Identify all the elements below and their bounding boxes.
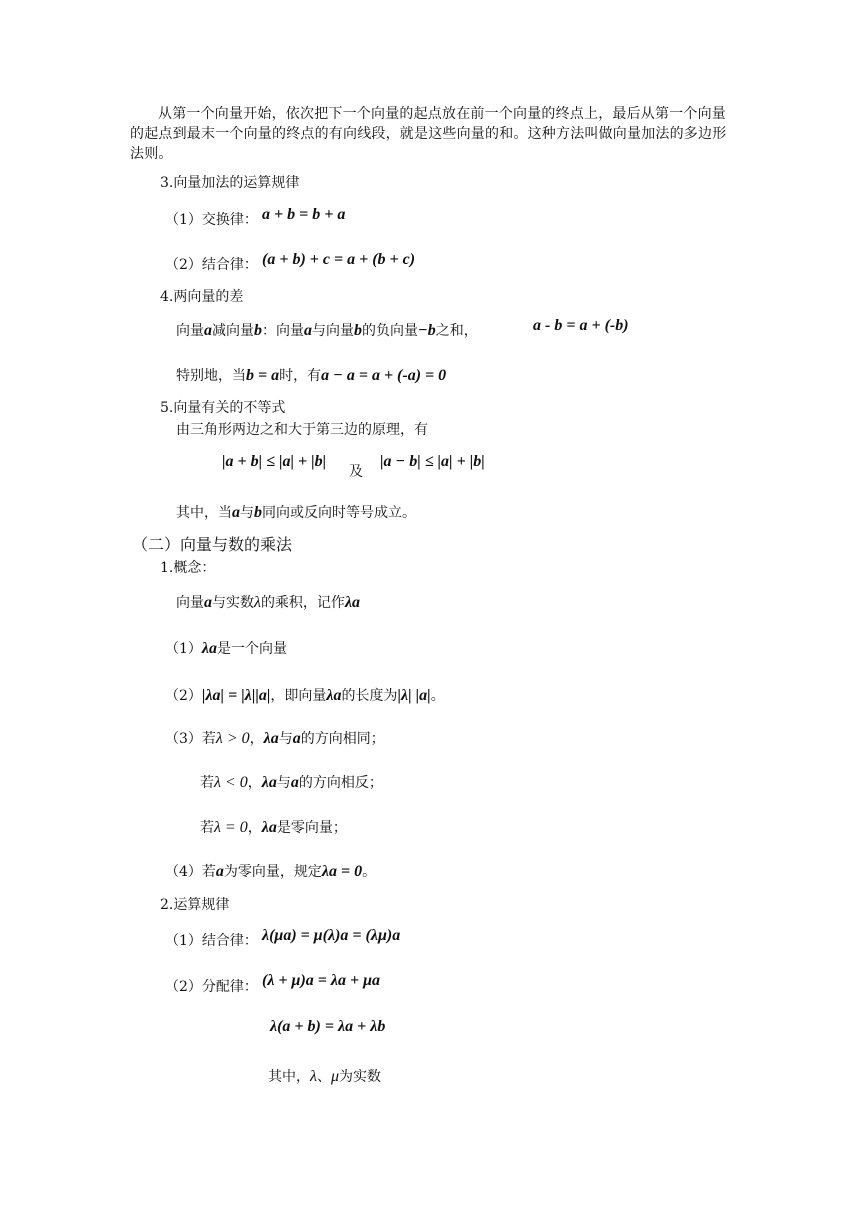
condition-formula: b = a bbox=[246, 367, 280, 384]
item-2-text-2: 的长度为 bbox=[341, 688, 398, 704]
special-formula: a − a = a + (-a) = 0 bbox=[321, 367, 447, 384]
part-2-heading: （二）向量与数的乘法 bbox=[132, 535, 293, 554]
vector-b: b bbox=[254, 504, 262, 521]
item-3-zero bbox=[200, 818, 347, 838]
lambda-positive: λ > 0 bbox=[215, 730, 250, 747]
comma: ， bbox=[247, 775, 262, 791]
vector-a: a bbox=[232, 504, 240, 521]
vector-b: b bbox=[354, 322, 362, 339]
opposite-direction-text: 的方向相反； bbox=[298, 775, 383, 791]
eq-text-2: 与 bbox=[240, 505, 254, 521]
rule-2-formula-2: λ(a + b) = λa + λb bbox=[270, 1018, 386, 1035]
diff-text-5: 的负向量 bbox=[362, 323, 418, 339]
rule-1-formula: λ(μa) = μ(λ)a = (λμ)a bbox=[262, 927, 401, 944]
where-text-2: 为实数 bbox=[338, 1069, 381, 1085]
inequality-conjunction: 及 bbox=[349, 464, 363, 480]
rules-title: 2.运算规律 bbox=[160, 897, 230, 913]
item-3-positive bbox=[165, 729, 385, 749]
if-text: 若 bbox=[200, 775, 214, 791]
difference-definition bbox=[176, 321, 478, 341]
eq-text-1: 其中，当 bbox=[176, 505, 232, 521]
if-text: 若 bbox=[200, 820, 214, 836]
zero-rule-formula: λa = 0 bbox=[321, 863, 363, 880]
associative-law-label: （2）结合律： bbox=[165, 257, 258, 273]
magnitude-formula: |λa| = |λ||a| bbox=[201, 687, 271, 704]
concept-text-3: 的乘积，记作 bbox=[260, 595, 345, 611]
item-2 bbox=[165, 686, 445, 706]
diff-text-4: 与向量 bbox=[312, 323, 354, 339]
diff-text-3: ：向量 bbox=[262, 323, 304, 339]
commutative-law-formula: a + b = b + a bbox=[262, 206, 346, 223]
vector-a: a bbox=[304, 322, 312, 339]
lambda-zero: λ = 0 bbox=[214, 819, 248, 836]
lambda-negative: λ < 0 bbox=[214, 774, 248, 791]
concept-title: 1.概念： bbox=[160, 560, 216, 576]
intro-paragraph: 从第一个向量开始，依次把下一个向量的起点放在前一个向量的终点上，最后从第一个向量的起点到最末一个向量的终点的有向线段，就是这些向量的和。这种方法叫做向量加法的多边形法则。 bbox=[130, 106, 727, 162]
item-2-text-3: 。 bbox=[430, 688, 445, 704]
difference-special-case bbox=[176, 366, 446, 386]
lambda-symbol: λ bbox=[310, 1068, 317, 1085]
length-formula: |λ| |a| bbox=[397, 687, 431, 704]
diff-text-2: 减向量 bbox=[212, 323, 254, 339]
item-3-label: （3）若 bbox=[165, 731, 216, 747]
comma: ， bbox=[249, 731, 264, 747]
and-text: 与 bbox=[276, 775, 291, 791]
inequality-sum: |a + b| ≤ |a| + |b| bbox=[222, 453, 327, 470]
vector-a: a bbox=[215, 863, 224, 880]
vector-a: a bbox=[204, 594, 212, 611]
section-5-title: 5.向量有关的不等式 bbox=[160, 400, 286, 416]
item-4 bbox=[165, 862, 376, 882]
diff-text-6: 之和， bbox=[435, 323, 478, 339]
and-text: 与 bbox=[278, 731, 293, 747]
vector-b: b bbox=[254, 322, 262, 339]
mu-symbol: μ bbox=[330, 1068, 339, 1085]
section-4-title: 4.两向量的差 bbox=[160, 289, 244, 305]
lambda-a: λa bbox=[261, 819, 277, 836]
rule-2-formula-1: (λ + μ)a = λa + μa bbox=[262, 972, 381, 989]
lambda-a: λa bbox=[344, 594, 361, 611]
same-direction-text: 的方向相同； bbox=[300, 731, 385, 747]
rule-2-label: （2）分配律： bbox=[165, 979, 258, 995]
concept-text-1: 向量 bbox=[176, 595, 204, 611]
item-4-label: （4）若 bbox=[165, 864, 216, 880]
concept-definition bbox=[176, 593, 360, 613]
item-4-text-2: 。 bbox=[362, 864, 377, 880]
item-3-negative bbox=[200, 773, 383, 793]
special-text-1: 特别地，当 bbox=[176, 368, 246, 384]
rule-1-label: （1）结合律： bbox=[165, 933, 258, 949]
comma: ， bbox=[247, 820, 262, 836]
vector-a: a bbox=[204, 322, 212, 339]
inequality-difference: |a − b| ≤ |a| + |b| bbox=[380, 453, 485, 470]
item-2-text-1: ，即向量 bbox=[270, 688, 327, 704]
lambda-a: λa bbox=[263, 730, 279, 747]
lambda-a: λa bbox=[201, 640, 218, 657]
negative-b: −b bbox=[418, 322, 436, 339]
lambda-a: λa bbox=[261, 774, 277, 791]
item-2-label: （2） bbox=[165, 688, 202, 704]
diff-text-1: 向量 bbox=[176, 323, 204, 339]
associative-law-formula: (a + b) + c = a + (b + c) bbox=[262, 251, 416, 268]
section-5-intro: 由三角形两边之和大于第三边的原理，有 bbox=[176, 422, 428, 438]
commutative-law-label: （1）交换律： bbox=[165, 212, 258, 228]
vector-a: a bbox=[290, 774, 299, 791]
section-3-title: 3.向量加法的运算规律 bbox=[160, 175, 300, 191]
zero-vector-text: 是零向量； bbox=[276, 820, 347, 836]
lambda-symbol: λ bbox=[254, 594, 261, 611]
special-text-2: 时，有 bbox=[279, 368, 322, 384]
lambda-a: λa bbox=[326, 687, 342, 704]
vector-a: a bbox=[292, 730, 301, 747]
where-text-1: 其中， bbox=[268, 1069, 310, 1085]
difference-formula: a - b = a + (-b) bbox=[533, 317, 629, 334]
concept-text-2: 与实数 bbox=[212, 595, 254, 611]
item-1 bbox=[165, 639, 287, 659]
separator: 、 bbox=[316, 1069, 331, 1085]
equality-condition bbox=[176, 503, 416, 523]
item-4-text-1: 为零向量，规定 bbox=[223, 864, 322, 880]
eq-text-3: 同向或反向时等号成立。 bbox=[262, 505, 416, 521]
item-1-label: （1） bbox=[165, 641, 202, 657]
item-1-text: 是一个向量 bbox=[217, 641, 288, 657]
where-clause bbox=[268, 1067, 381, 1087]
